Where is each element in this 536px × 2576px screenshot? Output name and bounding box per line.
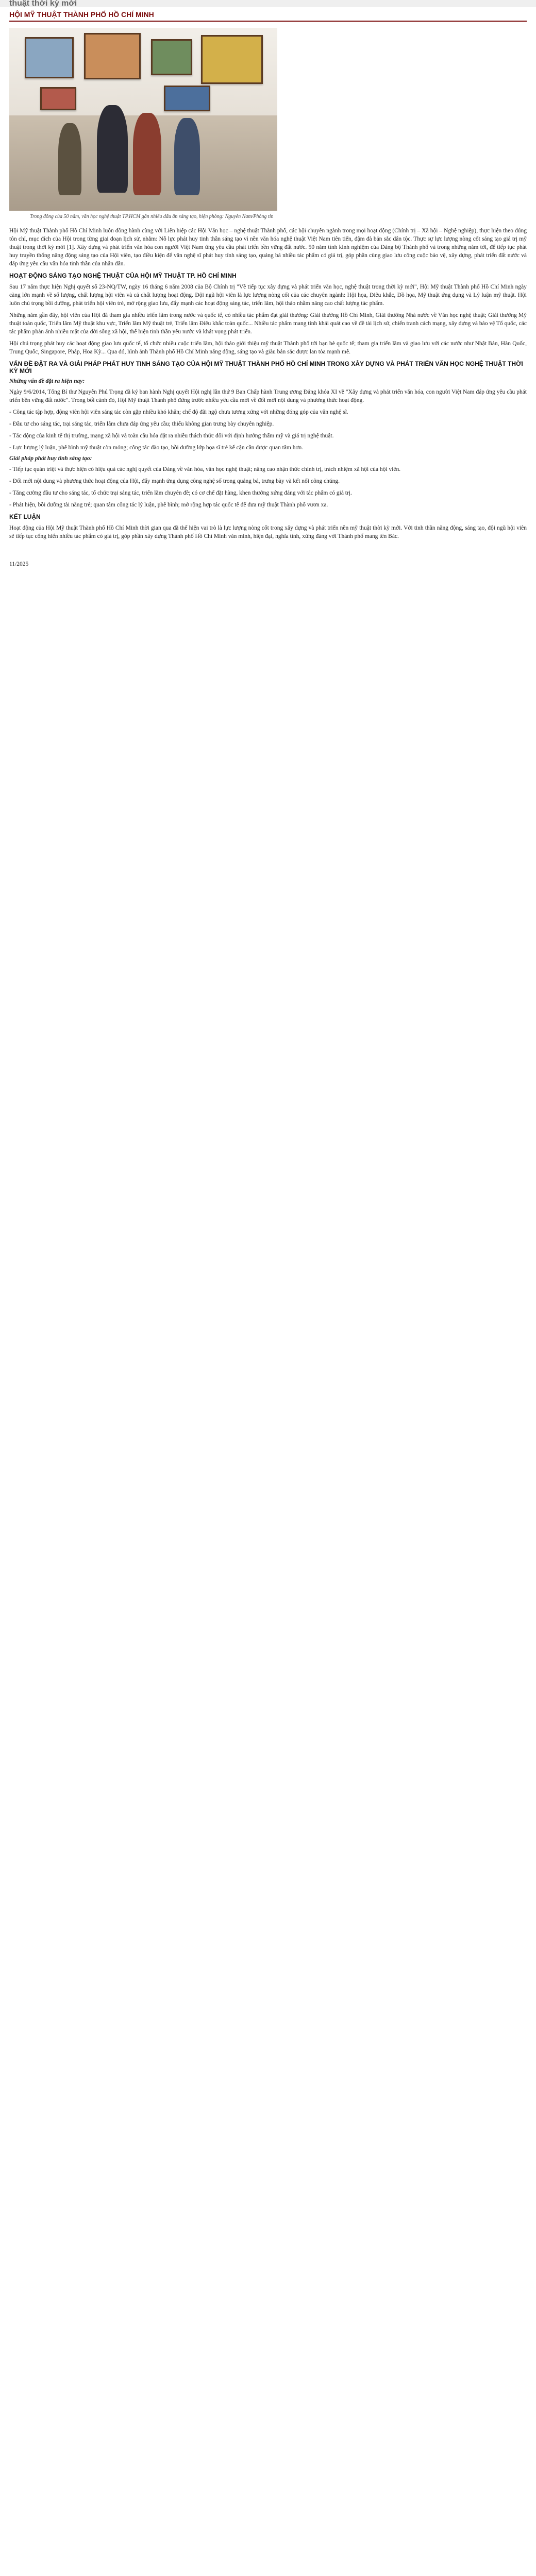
body-paragraph: - Tiếp tục quán triệt và thực hiện có hiệu quả các nghị quyết của Đảng về văn hóa, văn học nghệ thuật; nâng cao nhận thức chính trị, trách nhiệm xã hội của hội viên. <box>9 466 401 472</box>
intro-paragraph: Hội Mỹ thuật Thành phố Hồ Chí Minh luôn đồng hành cùng với Liên hiệp các Hội Văn học – nghệ thuật Thành phố, các hội chuyên ngành trong mọi hoạt động (Chính trị – Xã hội – Nghệ nghiệp), thực hiện theo đúng tôn chỉ, mục đích của Hội trong từng giai đoạn lịch sử, nhằm: Nỗ lực phát huy tinh thần sáng tạo vì nền văn hóa nghệ thuật Việt Nam tiên tiến, đậm đà bản sắc dân tộc. Thực sự lực lượng nòng cốt sáng tạo giá trị mỹ thuật trong thời kỳ mới [1]. Xây dựng và phát triển văn hóa con người Việt Nam ứng yêu cầu phát triển bền vững đất nước. 50 năm tính kinh nghiệm của Đảng bộ Thành phố và trong những năm tới, để tiếp tục phát huy truyền thống năng động sáng tạo của Hội viên, tạo điều kiện để văn nghệ sĩ phát huy tính sáng tạo, quảng bá nhiều tác phẩm có giá trị, góp phần cùng giao lưu công cuộc bảo vệ, xây dựng, phát triển đất nước và đáp ứng yêu cầu văn hóa tinh thần của nhân dân. <box>9 228 527 267</box>
subheading: Những vấn đề đặt ra hiện nay: <box>9 378 85 384</box>
body-paragraph: - Lực lượng lý luận, phê bình mỹ thuật còn mỏng; công tác đào tạo, bồi dưỡng lớp họa sĩ trẻ kế cận cần được quan tâm hơn. <box>9 445 304 451</box>
article-kicker[interactable]: HỘI MỸ THUẬT THÀNH PHỐ HỒ CHÍ MINH <box>9 10 154 19</box>
body-paragraph: Sau 17 năm thực hiện Nghị quyết số 23-NQ/TW, ngày 16 tháng 6 năm 2008 của Bộ Chính trị "Về tiếp tục xây dựng và phát triển văn học, nghệ thuật trong thời kỳ mới", Hội Mỹ thuật Thành phố Hồ Chí Minh ngày càng lớn mạnh về số lượng, chất lượng hội viên và cả chất lượng hoạt động. Đội ngũ hội viên là lực lượng nòng cốt của các chuyên ngành: Hội họa, Điêu khắc, Đồ họa, Mỹ thuật ứng dụng và Lý luận mỹ thuật. Hội luôn chú trọng bồi dưỡng, phát triển hội viên trẻ, mở rộng giao lưu, đẩy mạnh các hoạt động sáng tác, triển lãm, hội thảo nhằm nâng cao chất lượng tác phẩm. <box>9 284 527 307</box>
subheading: Giải pháp phát huy tinh sáng tạo: <box>9 455 92 462</box>
section-heading: KẾT LUẬN <box>9 513 41 520</box>
top-bar <box>0 0 536 7</box>
intro <box>9 227 527 268</box>
body-paragraph: Ngày 9/6/2014, Tổng Bí thư Nguyễn Phú Trọng đã ký ban hành Nghị quyết Hội nghị lần thứ 9 Ban Chấp hành Trung ương Đảng khóa XI về "Xây dựng và phát triển văn hóa, con người Việt Nam đáp ứng yêu cầu phát triển bền vững đất nước". Trong bối cảnh đó, Hội Mỹ thuật Thành phố đứng trước nhiều yêu cầu mới về đổi mới nội dung và phương thức hoạt động. <box>9 389 527 403</box>
section-heading: HOẠT ĐỘNG SÁNG TẠO NGHỆ THUẬT CỦA HỘI MỸ THUẬT TP. HỒ CHÍ MINH <box>9 272 237 279</box>
body-paragraph: Hoạt động của Hội Mỹ thuật Thành phố Hồ Chí Minh thời gian qua đã thể hiện vai trò là lực lượng nòng cốt trong xây dựng và phát triển nền mỹ thuật thời kỳ mới. Với tinh thần năng động, sáng tạo, đội ngũ hội viên sẽ tiếp tục cống hiến nhiều tác phẩm có giá trị, góp phần xây dựng Thành phố Hồ Chí Minh văn minh, hiện đại, nghĩa tình, xứng đáng với Thành phố mang tên Bác. <box>9 525 527 539</box>
body-paragraph: - Đổi mới nội dung và phương thức hoạt động của Hội, đẩy mạnh ứng dụng công nghệ số trong quảng bá, trưng bày và kết nối công chúng. <box>9 478 340 484</box>
article <box>9 10 527 571</box>
hero-image <box>9 28 277 211</box>
article-date: 11/2025 <box>9 561 29 567</box>
body-paragraph: Những năm gần đây, hội viên của Hội đã tham gia nhiều triển lãm trong nước và quốc tế, có nhiều tác phẩm đạt giải thưởng: Giải thưởng Hồ Chí Minh, Giải thưởng Nhà nước về Văn học nghệ thuật; Giải thưởng Mỹ thuật toàn quốc, Triển lãm Mỹ thuật khu vực, Triển lãm Mỹ thuật trẻ, Triển lãm Điêu khắc toàn quốc... Nhiều tác phẩm mang tính khái quát cao về đề tài lịch sử, chiến tranh cách mạng, xây dựng và bảo vệ Tổ quốc, các tác phẩm phản ánh nhiều mặt của đời sống xã hội, thể hiện tinh thần yêu nước và khát vọng phát triển. <box>9 312 527 335</box>
kicker-divider <box>9 21 527 22</box>
body-paragraph: - Tác động của kinh tế thị trường, mạng xã hội và toàn cầu hóa đặt ra nhiều thách thức đối với định hướng thẩm mỹ và giá trị nghệ thuật. <box>9 433 334 439</box>
body-paragraph: Hội chú trọng phát huy các hoạt động giao lưu quốc tế, tổ chức nhiều cuộc triển lãm, hội thảo giới thiệu mỹ thuật Thành phố tới bạn bè quốc tế; tham gia triển lãm và giao lưu với các nước như Nhật Bản, Hàn Quốc, Trung Quốc, Singapore, Pháp, Hoa Kỳ... Qua đó, hình ảnh Thành phố Hồ Chí Minh năng động, sáng tạo và giàu bản sắc được lan tỏa mạnh mẽ. <box>9 341 527 355</box>
body-paragraph: - Tăng cường đầu tư cho sáng tác, tổ chức trại sáng tác, triển lãm chuyên đề; có cơ chế đặt hàng, khen thưởng xứng đáng với tác phẩm có giá trị. <box>9 490 352 496</box>
hero-caption: Trong đông của 50 năm, văn học nghệ thuật TP.HCM gắn nhiều dấu ấn sáng tạo, hiện phòng: Nguyên Nam/Phòng tin <box>30 214 274 219</box>
body-paragraph: - Công tác tập hợp, động viên hội viên sáng tác còn gặp nhiều khó khăn; chế độ đãi ngộ chưa tương xứng với những đóng góp của văn nghệ sĩ. <box>9 409 348 415</box>
body-paragraph: - Phát hiện, bồi dưỡng tài năng trẻ; quan tâm công tác lý luận, phê bình; mở rộng hợp tác quốc tế để đưa mỹ thuật Thành phố vươn xa. <box>9 502 328 508</box>
section-heading: VẤN ĐỀ ĐẶT RA VÀ GIẢI PHÁP PHÁT HUY TINH SÁNG TẠO CỦA HỘI MỸ THUẬT THÀNH PHỐ HỒ CHÍ MINH TRONG XÂY DỰNG VÀ PHÁT TRIỂN VĂN HỌC NGHỆ THUẬT THỜI KỲ MỚI <box>9 360 523 375</box>
body-paragraph: - Đầu tư cho sáng tác, trại sáng tác, triển lãm chưa đáp ứng yêu cầu; thiếu không gian trưng bày chuyên nghiệp. <box>9 421 274 427</box>
site-brand[interactable]: thuật thời kỳ mới <box>9 0 77 8</box>
